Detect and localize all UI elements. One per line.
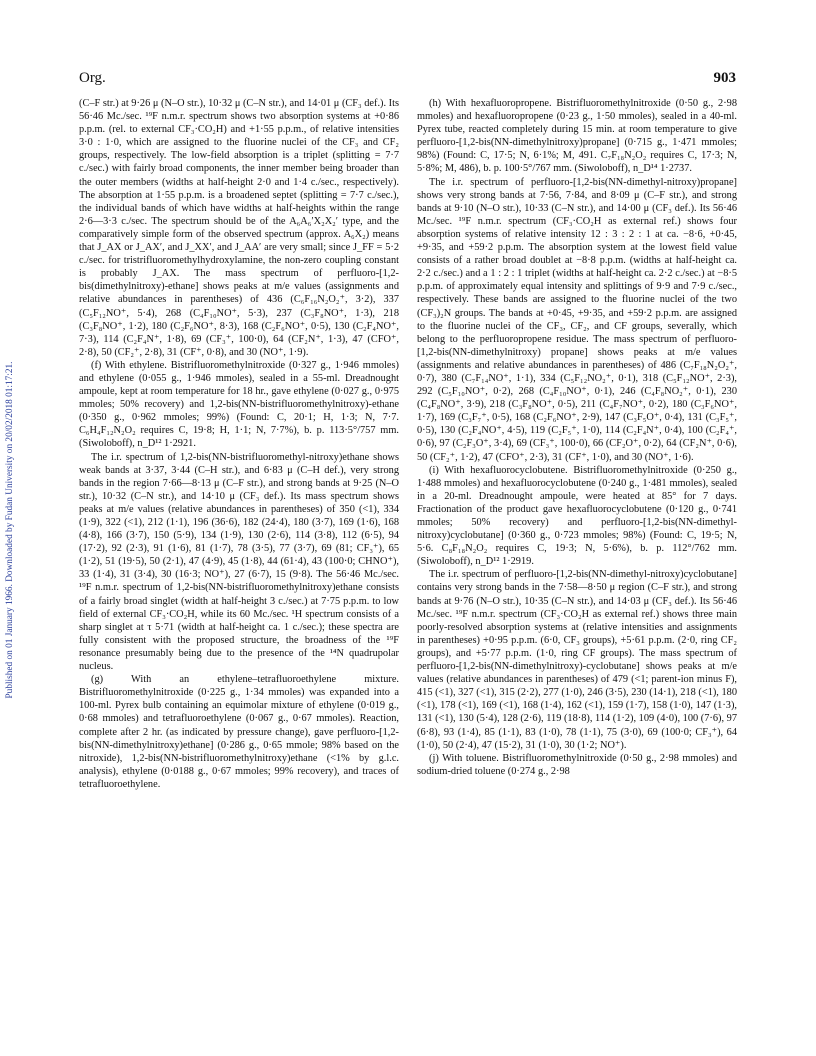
publication-stamp: Published on 01 January 1966. Downloaded by Fudan University on 20/02/2018 01:17:21.: [5, 361, 15, 699]
paragraph: The i.r. spectrum of 1,2-bis(NN-bistrifluoromethyl-nitroxy)ethane shows weak bands at 3·37, 3·44 (C–H str.), and 6·83 μ (C–H def.), very strong bands in the region 7·66—8·13 μ (C–F str.), and strong bands at 9·25 (N–O str.), 10·32 (C–N str.), and 14·10 μ (CF₃ def.). Its mass spectrum shows peaks at m/e values (relative abundances in parentheses) of 350 (<1), 334 (1·9), 322 (<1), 212 (1·1), 196 (36·6), 182 (24·4), 180 (3·7), 169 (1·6), 168 (4·8), 166 (3·7), 150 (5·9), 134 (1·9), 130 (2·6), 114 (3·8), 112 (6·5), 94 (17·2), 92 (2·3), 91 (1·6), 81 (1·7), 78 (3·5), 77 (3·7), 69 (81; CF₃⁺), 65 (1·2), 51 (19·5), 50 (2·1), 47 (4·9), 45 (1·8), 44 (61·4), 43 (100·0; CHNO⁺), 33 (1·4), 31 (3·4), 30 (16·3; NO⁺), 27 (6·7), 15 (9·8). The 56·46 Mc./sec. ¹⁹F n.m.r. spectrum of 1,2-bis(NN-bistrifluoromethylnitroxy)ethane consists of a fairly broad singlet (width at half-height 3 c./sec.) at 7·75 p.p.m. to low field of external CF₃·CO₂H, while its 60 Mc./sec. ¹H spectrum consists of a sharp singlet at τ 5·71 (width at half-height ca. 1 c./sec.); these spectra are fully consistent with the proposed structure, the broadness of the ¹⁹F resonance presumably being due to the presence of the ¹⁴N quadrupolar nucleus.: [79, 451, 399, 673]
paragraph: (i) With hexafluorocyclobutene. Bistrifluoromethylnitroxide (0·250 g., 1·488 mmoles) and hexafluorocyclobutene (0·240 g., 1·481 mmoles), sealed in a 20-ml. Dreadnought ampoule, were heated at 85° for 7 days. Fractionation of the product gave hexafluorocyclobutene (0·120 g., 0·741 mmoles; 50% recovery) and perfluoro-[1,2-bis(NN-dimethyl-nitroxy)cyclobutane] (0·360 g., 0·723 mmoles; 98%) (Found: C, 19·5; N, 5·6. C₈F₁₈N₂O₂ requires C, 19·3; N, 5·6%), b. p. 112°/762 mm. (Siwoloboff), n_D¹² 1·2919.: [417, 464, 737, 568]
right-column: [417, 97, 737, 778]
paragraph: (f) With ethylene. Bistrifluoromethylnitroxide (0·327 g., 1·946 mmoles) and ethylene (0·055 g., 1·946 mmoles), sealed in a 55-ml. Dreadnought ampoule, kept at room temperature for 18 hr., gave ethylene (0·027 g., 0·975 mmoles; 50% recovery) and 1,2-bis(NN-bistrifluoromethylnitroxy)-ethane (0·350 g., 0·962 mmoles; 99%) (Found: C, 20·1; H, 1·3; N, 7·7. C₆H₄F₁₂N₂O₂ requires C, 19·8; H, 1·1; N, 7·7%), b. p. 113·5°/757 mm. (Siwoloboff), n_D¹² 1·2921.: [79, 359, 399, 450]
running-header-journal: Org.: [79, 70, 106, 86]
paragraph: (g) With an ethylene–tetrafluoroethylene mixture. Bistrifluoromethylnitroxide (0·225 g., 1·34 mmoles) was expanded into a 100-ml. Pyrex bulb containing an equimolar mixture of ethylene (0·019 g., 0·68 mmoles) and tetrafluoroethylene (0·067 g., 0·67 mmoles). Reaction, complete after 2 hr. (as indicated by pressure change), gave perfluoro-[1,2-bis(NN-dimethylnitroxy)ethane] (0·286 g., 0·65 mmole; 98% based on the nitroxide), 1,2-bis(NN-bistrifluoromethylnitroxy)ethane (<1% by g.l.c. analysis), ethylene (0·0188 g., 0·67 mmoles; 99% recovery), and traces of tetrafluoroethylene.: [79, 674, 399, 790]
paragraph: (C–F str.) at 9·26 μ (N–O str.), 10·32 μ (C–N str.), and 14·01 μ (CF₃ def.). Its 56·46 Mc./sec. ¹⁹F n.m.r. spectrum shows two absorption systems at +0·86 p.p.m. (rel. to external CF₃·CO₂H) and +1·55 p.p.m., of relative intensities 3·0 : 1·0, which are assigned to the fluorine nuclei of the CF₃ and CF₂ groups, respectively. The low-field absorption is a triplet (splitting = 7·7 c./sec.) with fairly broad components, the inner member being broader than the outer members (widths at half-height 2·0 and 1·4 c./sec., respectively). The absorption at 1·55 p.p.m. is a broadened septet (splitting = 7·7 c./sec.), the individual bands of which have widths at half-heights within the range 2·6—3·3 c./sec. The spectrum should be of the A₆A₆′X₂X₂′ type, and the comparatively simple form of the observed spectrum (approx. A₆X₂) means that J_AX or J_AX′, and J_XX′, and J_AA′ are very small; since J_FF = 5·2 c./sec. for tristrifluoromethylhydroxylamine, the non-zero coupling constant is probably J_AX. The mass spectrum of perfluoro-[1,2-bis(dimethylnitroxy)-ethane] shows peaks at m/e values (assignments and relative abundances in parentheses) of 436 (C₆F₁₆N₂O₂⁺, 3·2), 337 (C₅F₁₂NO⁺, 5·4), 268 (C₄F₁₀NO⁺, 5·3), 237 (C₃F₈NO⁺, 1·3), 218 (C₃F₈NO⁺, 1·2), 180 (C₂F₆NO⁺, 8·3), 168 (C₂F₆NO⁺, 0·5), 130 (C₂F₄NO⁺, 7·3), 114 (C₂F₄N⁺, 1·8), 69 (CF₃⁺, 100·0), 64 (CF₂N⁺, 1·3), 47 (CFO⁺, 2·8), 50 (CF₂⁺, 2·8), 31 (CF⁺, 0·8), and 30 (NO⁺, 1·9).: [79, 98, 399, 358]
paragraph: The i.r. spectrum of perfluoro-[1,2-bis(NN-dimethyl-nitroxy)propane] shows very strong bands at 7·56, 7·84, and 8·09 μ (C–F str.), and strong bands at 9·10 (N–O str.), 10·33 (C–N str.), and 14·00 μ (CF₃ def.). Its 56·46 Mc./sec. ¹⁹F n.m.r. spectrum (CF₃·CO₂H as external ref.) shows four absorption systems of relative intensity 12 : 3 : 2 : 1 at ca. −8·6, +0·45, +9·35, and +59·2 p.p.m. The absorption system at the lowest field value consists of a rather broad doublet at −8·8 p.p.m. (widths at half-height ca. 2·2 c./sec.) and a 1 : 2 : 1 triplet (widths at half-height ca. 2·2 c./sec.) at −8·5 p.p.m. of approximately equal intensity and splittings of 9·9 and 7·9 c./sec., respectively. These bands are assigned to the fluorine nuclei of the two (CF₃)₂N groups. The bands at +0·45, +9·35, and +59·2 p.p.m. are assigned to the fluorine nuclei of the CF₃, CF₂, and CF groups, severally, which belong to the perfluoropropene residue. The mass spectrum of perfluoro-[1,2-bis(NN-dimethylnitroxy) propane] shows peaks at m/e values (assignments and relative abundances in parentheses) of 486 (C₇F₁₈N₂O₂⁺, 0·7), 380 (C₇F₁₄NO⁺, 1·1), 334 (C₅F₁₂NO₂⁺, 0·1), 318 (C₅F₁₂NO⁺, 2·3), 292 (C₅F₁₀NO⁺, 0·2), 268 (C₄F₁₀NO⁺, 0·1), 246 (C₄F₈NO₂⁺, 0·1), 230 (C₄F₈NO⁺, 3·9), 218 (C₃F₈NO⁺, 0·5), 211 (C₄F₇NO⁺, 0·2), 180 (C₃F₆NO⁺, 1·7), 169 (C₃F₇⁺, 0·5), 168 (C₂F₆NO⁺, 2·9), 147 (C₃F₅O⁺, 0·4), 131 (C₃F₅⁺, 0·5), 130 (C₂F₄NO⁺, 4·5), 119 (C₂F₅⁺, 1·0), 114 (C₂F₄N⁺, 0·4), 100 (C₂F₄⁺, 0·6), 97 (C₂F₃O⁺, 3·4), 69 (CF₃⁺, 100·0), 66 (CF₂O⁺, 0·2), 64 (CF₂N⁺, 0·6), 50 (CF₂⁺, 1·2), 47 (CFO⁺, 2·3), 31 (CF⁺, 1·0), and 30 (NO⁺, 1·6).: [417, 176, 737, 463]
page-number: 903: [713, 70, 736, 86]
paragraph: The i.r. spectrum of perfluoro-[1,2-bis(NN-dimethyl-nitroxy)cyclobutane] contains very strong bands in the 7·58—8·50 μ region (C–F str.), and strong bands at 9·76 (N–O str.), 10·35 (C–N str.), and 14·03 μ (CF₃ def.). Its 56·46 Mc./sec. ¹⁹F n.m.r. spectrum (CF₃·CO₂H as external ref.) shows three main poorly-resolved absorption systems at (relative intensities and assignments in parentheses) +0·95 p.p.m. (6·0, CF₃ groups), +5·61 p.p.m. (2·0, ring CF₂ groups), and +5·77 p.p.m. (1·0, ring CF groups). The mass spectrum of perfluoro-[1,2-bis(NN-dimethylnitroxy)-cyclobutane] shows peaks at m/e values (relative abundances in parentheses) of 479 (<1; parent-ion minus F), 415 (<1), 327 (<1), 315 (2·2), 277 (1·0), 246 (3·5), 230 (14·1), 218 (<1), 180 (<1), 178 (<1), 169 (<1), 168 (1·4), 162 (<1), 159 (1·7), 158 (1·0), 147 (1·3), 131 (<1), 130 (5·4), 128 (2·6), 119 (18·8), 114 (1·2), 109 (4·0), 100 (7·6), 97 (6·8), 93 (1·4), 85 (1·1), 83 (1·0), 78 (1·1), 75 (3·0), 69 (100·0; CF₃⁺), 64 (1·0), 50 (2·4), 47 (15·2), 31 (1·0), 30 (1·2; NO⁺).: [417, 569, 737, 751]
left-column: [79, 97, 399, 791]
paragraph: (j) With toluene. Bistrifluoromethylnitroxide (0·50 g., 2·98 mmoles) and sodium-dried toluene (0·274 g., 2·98: [417, 752, 737, 777]
side-note: [3, 160, 17, 900]
paragraph: (h) With hexafluoropropene. Bistrifluoromethylnitroxide (0·50 g., 2·98 mmoles) and hexafluoropropene (0·23 g., 1·50 mmoles), sealed in a 40-ml. Pyrex tube, reacted completely during 15 min. at room temperature to give perfluoro-[1,2-bis(NN-dimethylnitroxy)propane] (0·715 g., 1·471 mmoles; 98%) (Found: C, 17·5; N, 6·1%; M, 491. C₇F₁₈N₂O₂ requires C, 17·3; N, 5·8%; M, 486), b. p. 100·5°/767 mm. (Siwoloboff), n_D¹⁴ 1·2737.: [417, 98, 737, 175]
